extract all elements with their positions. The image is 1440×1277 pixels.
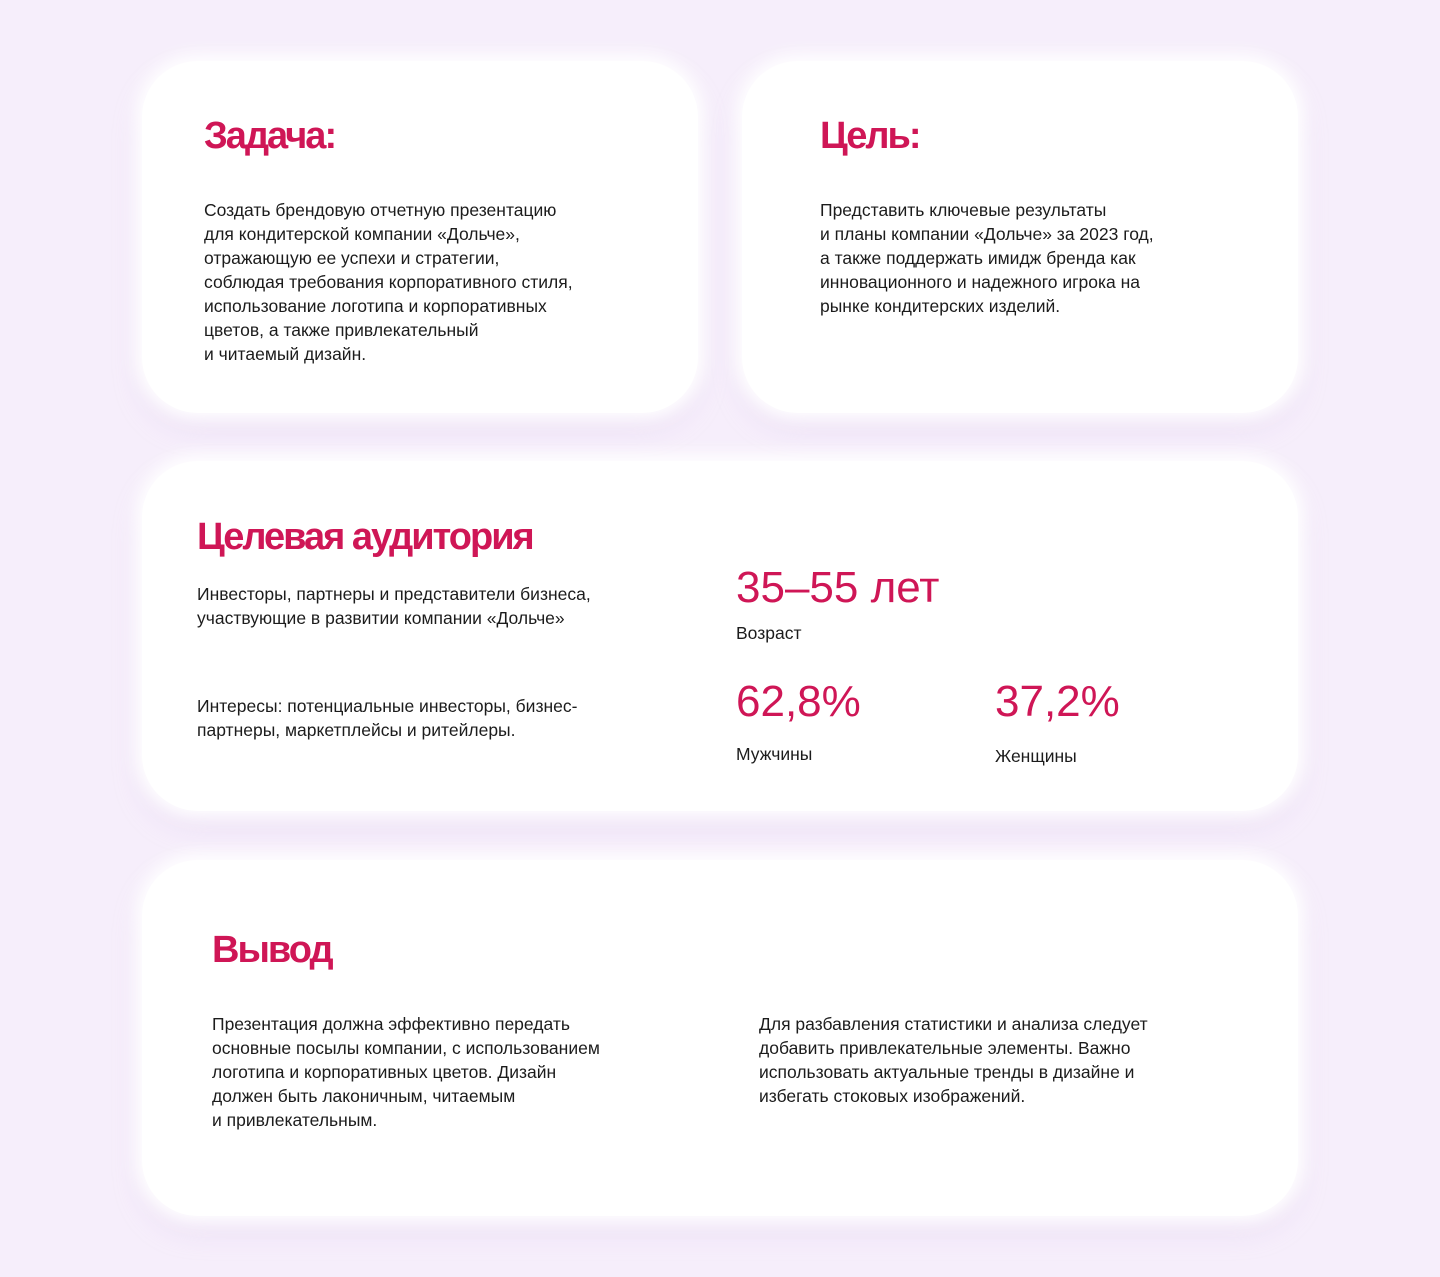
audience-description: Инвесторы, партнеры и представители бизнеса, участвующие в развитии компании «Дольче» <box>197 584 591 628</box>
conclusion-card <box>142 860 1298 1216</box>
audience-interests: Интересы: потенциальные инвесторы, бизнес- партнеры, маркетплейсы и ритейлеры. <box>197 696 578 740</box>
women-value: 37,2% <box>995 677 1120 726</box>
men-value: 62,8% <box>736 677 861 726</box>
men-label: Мужчины <box>736 744 813 764</box>
conclusion-text-left: Презентация должна эффективно передать основные посылы компании, с использованием логотипа и корпоративных цветов. Дизайн должен быть лаконичным, читаемым и привлекательным. <box>212 1014 600 1130</box>
conclusion-text-right: Для разбавления статистики и анализа следует добавить привлекательные элементы. Важно использовать актуальные тренды в дизайне и избегать стоковых изображений. <box>759 1014 1148 1106</box>
audience-title: Целевая аудитория <box>197 516 533 558</box>
age-value: 35–55 лет <box>736 563 940 612</box>
task-title: Задача: <box>204 115 336 157</box>
goal-card <box>742 61 1298 413</box>
goal-title: Цель: <box>820 115 920 157</box>
audience-card <box>142 461 1298 811</box>
task-card <box>142 61 698 413</box>
task-text: Создать брендовую отчетную презентацию для кондитерской компании «Дольче», отражающую ее успехи и стратегии, соблюдая требования корпоративного стиля, использование логотипа и корпоративных цветов, а также привлекательный и читаемый дизайн. <box>204 200 573 364</box>
age-label: Возраст <box>736 623 802 643</box>
women-label: Женщины <box>995 746 1077 766</box>
conclusion-title: Вывод <box>212 929 332 971</box>
goal-text: Представить ключевые результаты и планы компании «Дольче» за 2023 год, а также поддержать имидж бренда как инновационного и надежного игрока на рынке кондитерских изделий. <box>820 200 1154 316</box>
